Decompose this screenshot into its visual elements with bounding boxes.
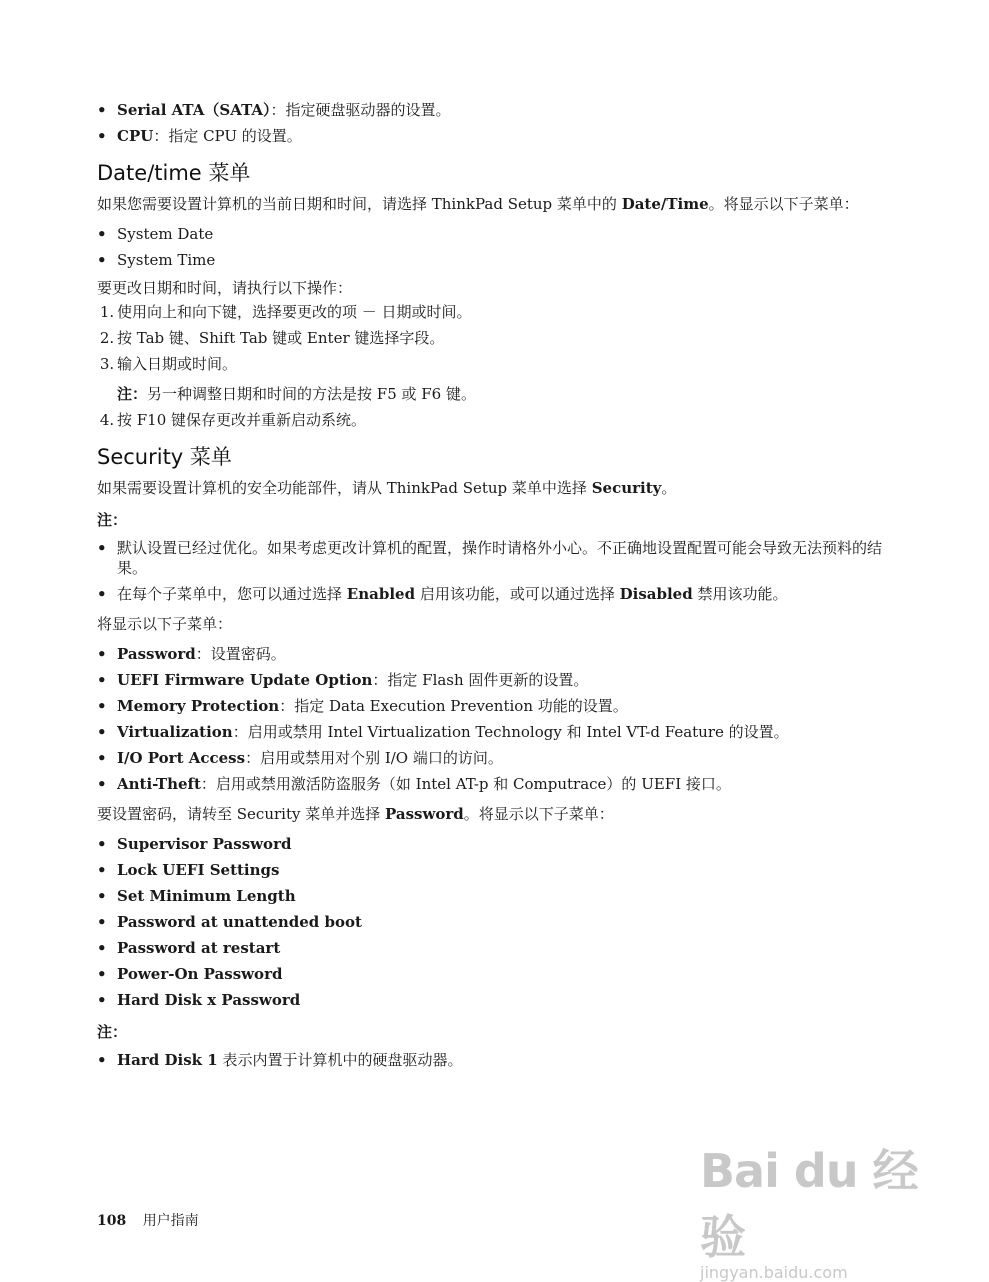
- baidu-watermark: [700, 1135, 940, 1282]
- security-submenus-intro: 将显示以下子菜单：: [97, 615, 233, 633]
- list-item: 1. 使用向上和向下键，选择要更改的项 － 日期或时间。: [99, 303, 472, 321]
- list-item: • Set Minimum Length: [97, 886, 897, 906]
- page-number: 108: [97, 1213, 127, 1229]
- security-notes: [97, 538, 897, 604]
- list-item: • Password at restart: [97, 938, 897, 958]
- datetime-intro: 如果您需要设置计算机的当前日期和时间，请选择 ThinkPad Setup 菜单中的 Date/Time。将显示以下子菜单：: [97, 195, 859, 213]
- datetime-step-4: [97, 410, 897, 430]
- datetime-heading: Date/time 菜单: [97, 161, 251, 185]
- document-page: [97, 100, 897, 1076]
- watermark-logo: Bai du 经验: [700, 1144, 918, 1264]
- list-item: • Power-On Password: [97, 964, 897, 984]
- list-item: • Virtualization：启用或禁用 Intel Virtualization Technology 和 Intel VT-d Feature 的设置。: [97, 722, 897, 742]
- list-item: • Hard Disk x Password: [97, 990, 897, 1010]
- security-intro: 如果需要设置计算机的安全功能部件，请从 ThinkPad Setup 菜单中选择 Security。: [97, 479, 677, 497]
- list-item: • Supervisor Password: [97, 834, 897, 854]
- security-note-label: 注：: [97, 511, 128, 529]
- list-item: 3. 输入日期或时间。: [99, 355, 238, 373]
- list-item: • Serial ATA（SATA）：指定硬盘驱动器的设置。: [97, 100, 897, 120]
- datetime-steps-intro: 要更改日期和时间，请执行以下操作：: [97, 279, 353, 297]
- list-item: • Hard Disk 1 表示内置于计算机中的硬盘驱动器。: [97, 1050, 897, 1070]
- list-item: • Anti-Theft：启用或禁用激活防盗服务（如 Intel AT-p 和 Computrace）的 UEFI 接口。: [97, 774, 897, 794]
- list-item: • CPU：指定 CPU 的设置。: [97, 126, 897, 146]
- list-item: • UEFI Firmware Update Option：指定 Flash 固件更新的设置。: [97, 670, 897, 690]
- footer-title: 用户指南: [142, 1213, 199, 1229]
- list-item: • Memory Protection：指定 Data Execution Prevention 功能的设置。: [97, 696, 897, 716]
- list-item: • System Time: [97, 250, 897, 270]
- security-note2-label: 注：: [97, 1023, 128, 1041]
- watermark-url: jingyan.baidu.com: [700, 1263, 848, 1282]
- list-item: 2. 按 Tab 键、Shift Tab 键或 Enter 键选择字段。: [99, 329, 445, 347]
- list-item: • Lock UEFI Settings: [97, 860, 897, 880]
- list-item: 4. 按 F10 键保存更改并重新启动系统。: [99, 411, 367, 429]
- datetime-submenu-list: [97, 224, 897, 270]
- list-item: • System Date: [97, 224, 897, 244]
- security-submenu-list: [97, 644, 897, 794]
- top-bullet-list: [97, 100, 897, 146]
- list-item: • 在每个子菜单中，您可以通过选择 Enabled 启用该功能，或可以通过选择 Disabled 禁用该功能。: [97, 584, 897, 604]
- page-footer: [97, 1210, 199, 1230]
- list-item: • Password：设置密码。: [97, 644, 897, 664]
- datetime-steps: [97, 302, 897, 374]
- datetime-note: 注：另一种调整日期和时间的方法是按 F5 或 F6 键。: [117, 385, 476, 403]
- list-item: • Password at unattended boot: [97, 912, 897, 932]
- security-note2-list: [97, 1050, 897, 1070]
- password-intro: 要设置密码，请转至 Security 菜单并选择 Password。将显示以下子菜单：: [97, 805, 614, 823]
- list-item: • 默认设置已经过优化。如果考虑更改计算机的配置，操作时请格外小心。不正确地设置配置可能会导致无法预料的结果。: [97, 538, 897, 578]
- password-submenu-list: [97, 834, 897, 1010]
- security-heading: Security 菜单: [97, 445, 232, 469]
- list-item: • I/O Port Access：启用或禁用对个别 I/O 端口的访问。: [97, 748, 897, 768]
